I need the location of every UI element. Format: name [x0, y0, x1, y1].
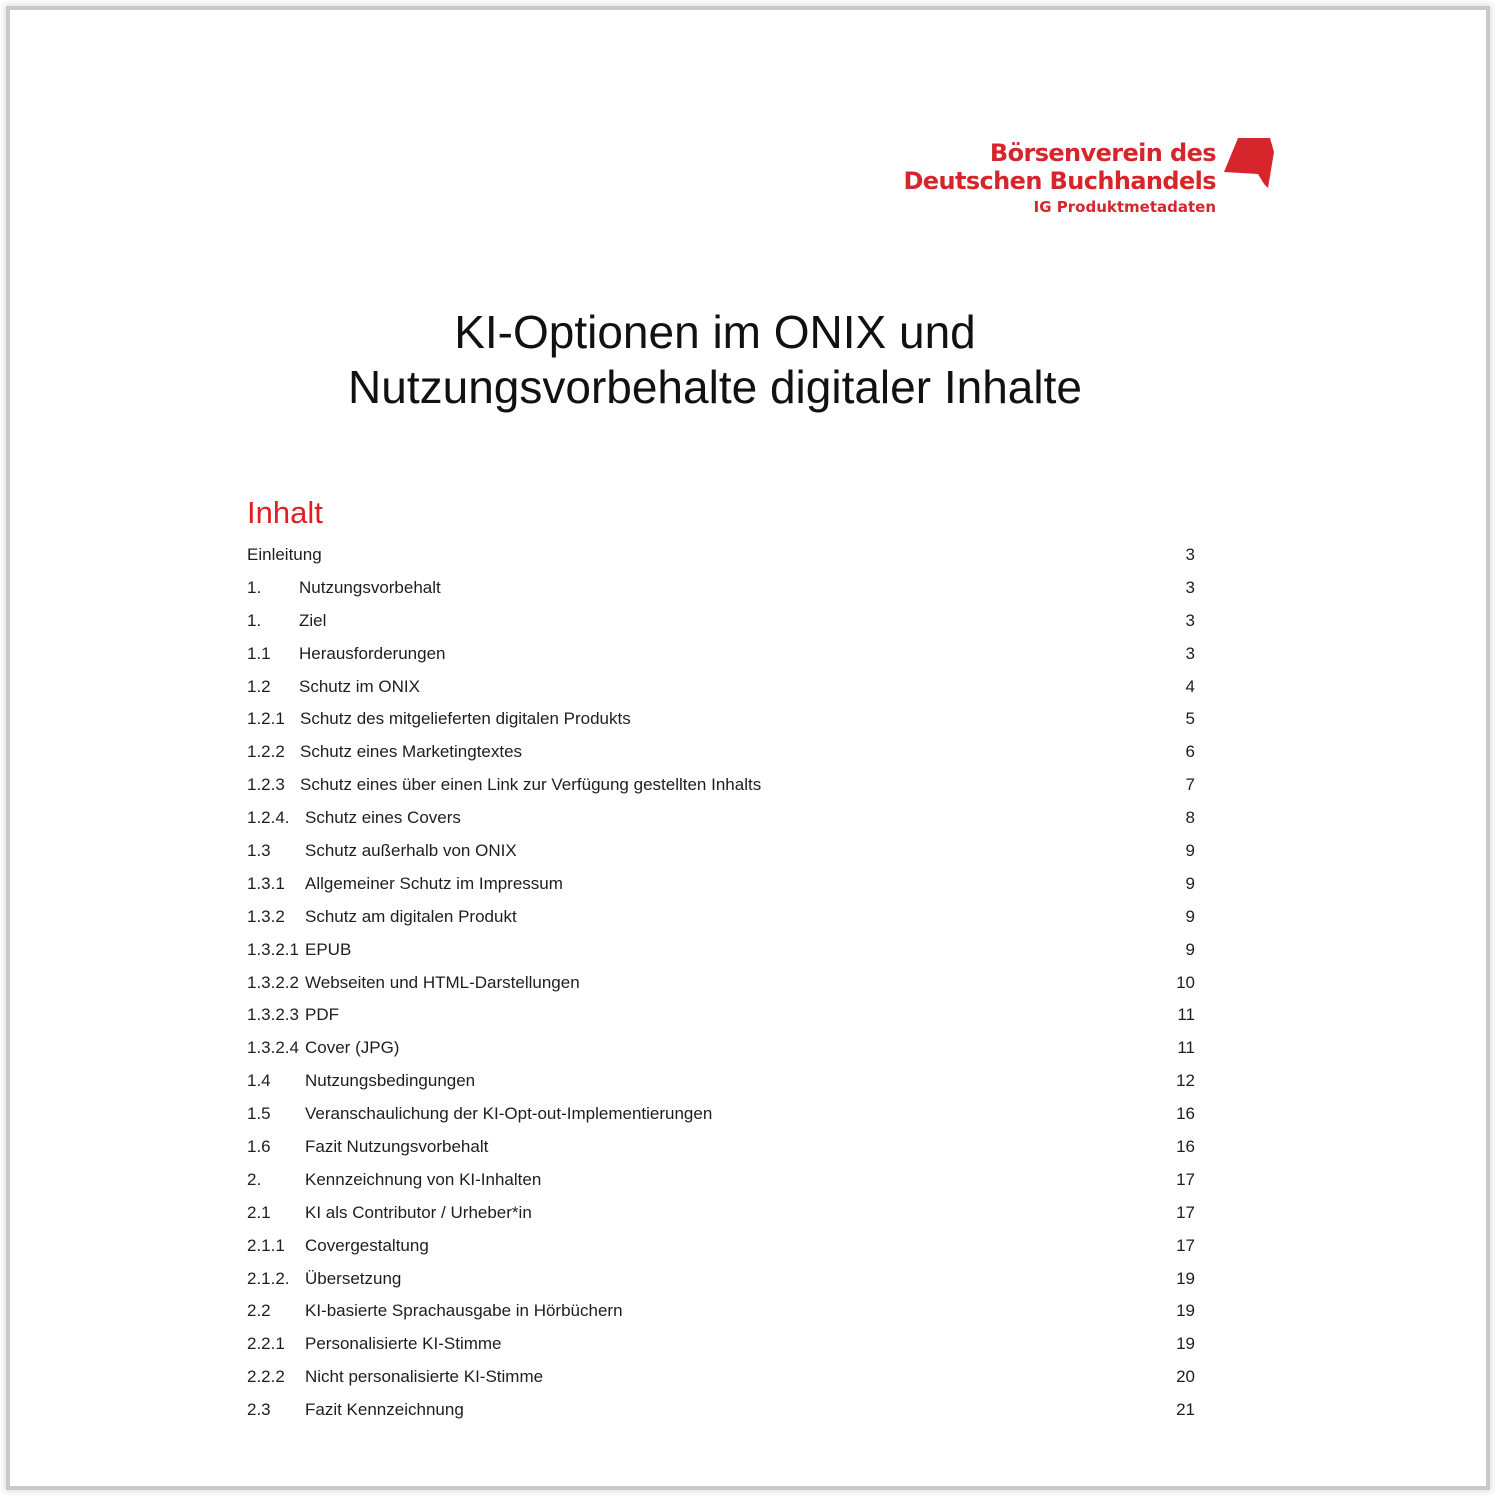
- toc-entry-number: 1.6: [247, 1137, 271, 1157]
- toc-entry-number: 2.1.1: [247, 1235, 285, 1255]
- toc-entry-title: KI-basierte Sprachausgabe in Hörbüchern: [305, 1301, 623, 1321]
- toc-entry[interactable]: [247, 540, 1195, 573]
- toc-entry-number: 2.3: [247, 1400, 271, 1420]
- toc-entry[interactable]: [247, 935, 1195, 968]
- toc-entry[interactable]: [247, 1033, 1195, 1066]
- document-title: [0, 305, 1430, 415]
- toc-entry-title: Personalisierte KI-Stimme: [305, 1334, 502, 1354]
- toc-entry-number: 1.3.2.1: [247, 939, 299, 959]
- toc-entry-page: 12: [1176, 1071, 1195, 1091]
- toc-entry-number: 2.2.1: [247, 1334, 285, 1354]
- toc-entry-title: Kennzeichnung von KI-Inhalten: [305, 1169, 542, 1189]
- toc-entry-page: 19: [1176, 1334, 1195, 1354]
- toc-entry-page: 4: [1185, 676, 1195, 696]
- logo-mark-icon: [1224, 138, 1276, 192]
- toc-entry-number: 1.3.2.2: [247, 972, 299, 992]
- toc-entry-number: 1.2.3: [247, 775, 285, 795]
- toc-entry-number: 1.1: [247, 643, 271, 663]
- toc-entry[interactable]: [247, 1264, 1195, 1297]
- toc-entry[interactable]: [247, 770, 1195, 803]
- toc-entry-number: 2.2: [247, 1301, 271, 1321]
- toc-entry-page: 3: [1185, 643, 1195, 663]
- toc-entry-title: Covergestaltung: [305, 1235, 429, 1255]
- toc-entry-page: 16: [1176, 1137, 1195, 1157]
- toc-entry-title: PDF: [305, 1005, 339, 1025]
- table-of-contents: [247, 540, 1195, 1428]
- toc-heading: Inhalt: [247, 495, 323, 530]
- toc-entry-title: Herausforderungen: [299, 643, 446, 663]
- toc-entry-page: 17: [1176, 1169, 1195, 1189]
- toc-entry-page: 9: [1185, 841, 1195, 861]
- toc-entry-page: 17: [1176, 1235, 1195, 1255]
- toc-entry-page: 11: [1177, 1038, 1195, 1058]
- toc-entry-page: 8: [1185, 808, 1195, 828]
- toc-entry-number: 1.4: [247, 1071, 271, 1091]
- toc-entry[interactable]: [247, 902, 1195, 935]
- toc-entry-page: 9: [1185, 873, 1195, 893]
- toc-entry-number: 2.1: [247, 1202, 271, 1222]
- toc-entry[interactable]: [247, 1329, 1195, 1362]
- toc-entry[interactable]: [247, 639, 1195, 672]
- toc-entry-title: Schutz eines über einen Link zur Verfügung gestellten Inhalts: [300, 775, 762, 795]
- toc-entry[interactable]: [247, 573, 1195, 606]
- toc-entry-page: 5: [1185, 709, 1195, 729]
- toc-entry-page: 9: [1185, 939, 1195, 959]
- toc-entry-title: Schutz außerhalb von ONIX: [305, 841, 517, 861]
- toc-entry[interactable]: [247, 1000, 1195, 1033]
- toc-entry-page: 3: [1185, 577, 1195, 597]
- toc-entry[interactable]: [247, 803, 1195, 836]
- title-line-2: Nutzungsvorbehalte digitaler Inhalte: [348, 361, 1082, 413]
- toc-entry-number: 1.3.2.4: [247, 1038, 299, 1058]
- toc-entry-title: Webseiten und HTML-Darstellungen: [305, 972, 580, 992]
- toc-entry-number: 1.2: [247, 676, 271, 696]
- toc-entry-page: 16: [1176, 1104, 1195, 1124]
- toc-entry-title: Schutz des mitgelieferten digitalen Produkts: [300, 709, 631, 729]
- logo-line-1: Börsenverein des: [989, 139, 1216, 167]
- toc-entry[interactable]: [247, 968, 1195, 1001]
- toc-entry-page: 19: [1176, 1268, 1195, 1288]
- toc-entry[interactable]: [247, 704, 1195, 737]
- toc-entry-title: Ziel: [299, 610, 327, 630]
- toc-entry-title: Übersetzung: [305, 1268, 402, 1288]
- toc-entry-title: Nutzungsvorbehalt: [299, 577, 441, 597]
- toc-entry-title: Fazit Kennzeichnung: [305, 1400, 464, 1420]
- toc-entry-title: KI als Contributor / Urheber*in: [305, 1202, 532, 1222]
- toc-entry-number: 1.3.2: [247, 906, 285, 926]
- toc-entry-number: 1.: [247, 610, 262, 630]
- toc-entry-number: 1.3.2.3: [247, 1005, 299, 1025]
- toc-entry-number: 1.2.2: [247, 742, 285, 762]
- toc-entry-number: 1.3.1: [247, 873, 285, 893]
- toc-entry-title: Cover (JPG): [305, 1038, 400, 1058]
- toc-entry-title: Schutz am digitalen Produkt: [305, 906, 517, 926]
- toc-entry-title: EPUB: [305, 939, 352, 959]
- toc-entry-title: Schutz eines Covers: [305, 808, 461, 828]
- toc-entry-page: 7: [1185, 775, 1195, 795]
- toc-entry[interactable]: [247, 836, 1195, 869]
- toc-entry-title: Allgemeiner Schutz im Impressum: [305, 873, 563, 893]
- toc-entry-title: Veranschaulichung der KI-Opt-out-Implementierungen: [305, 1104, 713, 1124]
- toc-entry-page: 21: [1176, 1400, 1195, 1420]
- toc-entry[interactable]: [247, 1198, 1195, 1231]
- toc-entry[interactable]: [247, 606, 1195, 639]
- toc-entry-number: 1.2.4.: [247, 808, 290, 828]
- toc-entry-title: Einleitung: [247, 545, 322, 564]
- toc-entry-page: 11: [1177, 1005, 1195, 1025]
- toc-entry[interactable]: [247, 1231, 1195, 1264]
- toc-entry-page: 6: [1185, 742, 1195, 762]
- toc-entry[interactable]: [247, 1099, 1195, 1132]
- toc-entry-title: Fazit Nutzungsvorbehalt: [305, 1137, 489, 1157]
- toc-entry[interactable]: [247, 1132, 1195, 1165]
- toc-entry-title: Nicht personalisierte KI-Stimme: [305, 1367, 544, 1387]
- title-line-1: KI-Optionen im ONIX und: [454, 306, 976, 358]
- toc-entry[interactable]: [247, 737, 1195, 770]
- toc-entry-number: 2.2.2: [247, 1367, 285, 1387]
- toc-entry-number: 1.3: [247, 841, 271, 861]
- toc-entry-number: 2.: [247, 1169, 262, 1189]
- toc-entry[interactable]: [247, 1165, 1195, 1198]
- toc-entry[interactable]: [247, 672, 1195, 705]
- toc-entry-title: Schutz eines Marketingtextes: [300, 742, 523, 762]
- logo-line-3: IG Produktmetadaten: [1033, 198, 1216, 216]
- logo-line-2: Deutschen Buchhandels: [903, 167, 1216, 195]
- toc-entry[interactable]: [247, 1362, 1195, 1395]
- toc-entry-number: 1.: [247, 577, 262, 597]
- toc-entry[interactable]: [247, 1066, 1195, 1099]
- toc-entry-page: 17: [1176, 1202, 1195, 1222]
- toc-entry-page: 9: [1185, 906, 1195, 926]
- toc-entry-number: 1.5: [247, 1104, 271, 1124]
- publisher-logo: [900, 136, 1280, 226]
- toc-entry-number: 1.2.1: [247, 709, 285, 729]
- toc-entry[interactable]: [247, 869, 1195, 902]
- toc-entry-number: 2.1.2.: [247, 1268, 290, 1288]
- toc-entry[interactable]: [247, 1296, 1195, 1329]
- toc-entry-page: 3: [1185, 610, 1195, 630]
- toc-entry[interactable]: [247, 1395, 1195, 1428]
- toc-entry-title: Schutz im ONIX: [299, 676, 420, 696]
- toc-entry-page: 10: [1176, 972, 1195, 992]
- toc-entry-title: Nutzungsbedingungen: [305, 1071, 476, 1091]
- toc-entry-page: 3: [1185, 545, 1195, 564]
- toc-entry-page: 20: [1176, 1367, 1195, 1387]
- toc-entry-page: 19: [1176, 1301, 1195, 1321]
